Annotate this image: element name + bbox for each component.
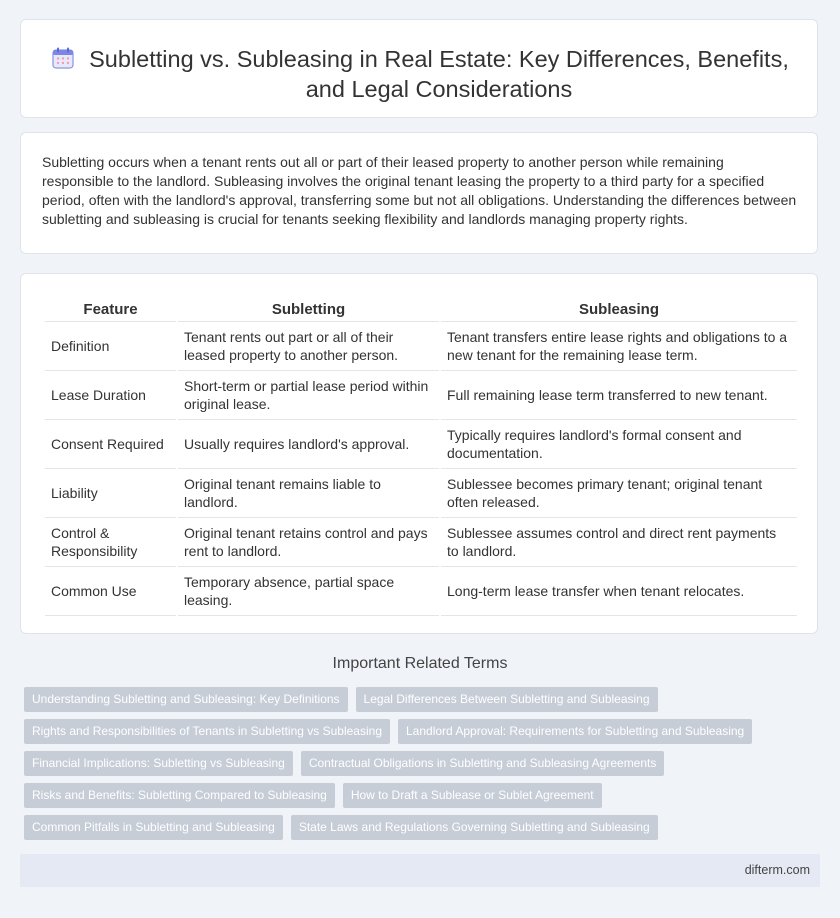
intro-text: Subletting occurs when a tenant rents out all or part of their leased property to another person while remaining responsible to the landlord. Subleasing involves the original tenant leasing the property to a third party for a specified period, often with the landlord's approval, transferring some but not all obligations. Understanding the differences between subletting and subleasing is crucial for tenants seeking flexibility and landlords managing property rights.: [42, 154, 797, 227]
table-cell-subleasing: Sublessee becomes primary tenant; original tenant often released.: [441, 469, 797, 518]
table-cell-subleasing: Tenant transfers entire lease rights and obligations to a new tenant for the remaining lease term.: [441, 322, 797, 371]
related-term-tag[interactable]: Risks and Benefits: Subletting Compared to Subleasing: [24, 783, 335, 808]
header-feature: Feature: [45, 294, 176, 322]
table-row: [45, 322, 797, 371]
related-term-tag[interactable]: Financial Implications: Subletting vs Subleasing: [24, 751, 293, 776]
page-title: Subletting vs. Subleasing in Real Estate: Key Differences, Benefits, and Legal Considerations: [89, 46, 789, 102]
table-header-row: [45, 294, 797, 322]
table-cell-subletting: Original tenant retains control and pays rent to landlord.: [178, 518, 439, 567]
table-cell-feature: Liability: [45, 469, 176, 518]
related-term-tag[interactable]: Contractual Obligations in Subletting and Subleasing Agreements: [301, 751, 665, 776]
related-term-tag[interactable]: State Laws and Regulations Governing Subletting and Subleasing: [291, 815, 658, 840]
intro-card: [20, 132, 818, 254]
footer: [20, 854, 820, 887]
table-row: [45, 518, 797, 567]
table-cell-subleasing: Full remaining lease term transferred to new tenant.: [441, 371, 797, 420]
header-subleasing: Subleasing: [441, 294, 797, 322]
table-cell-feature: Common Use: [45, 567, 176, 616]
title-card: [20, 19, 818, 118]
table-cell-subletting: Tenant rents out part or all of their leased property to another person.: [178, 322, 439, 371]
related-term-tag[interactable]: Common Pitfalls in Subletting and Subleasing: [24, 815, 283, 840]
table-cell-feature: Definition: [45, 322, 176, 371]
related-term-tag[interactable]: Understanding Subletting and Subleasing: Key Definitions: [24, 687, 348, 712]
related-term-tag[interactable]: How to Draft a Sublease or Sublet Agreement: [343, 783, 602, 808]
table-cell-subletting: Temporary absence, partial space leasing.: [178, 567, 439, 616]
table-cell-subleasing: Typically requires landlord's formal consent and documentation.: [441, 420, 797, 469]
table-cell-feature: Control & Responsibility: [45, 518, 176, 567]
related-term-tag[interactable]: Legal Differences Between Subletting and Subleasing: [356, 687, 658, 712]
table-cell-subleasing: Sublessee assumes control and direct rent payments to landlord.: [441, 518, 797, 567]
table-row: [45, 567, 797, 616]
header-subletting: Subletting: [178, 294, 439, 322]
table-row: [45, 371, 797, 420]
related-term-tag[interactable]: Rights and Responsibilities of Tenants in Subletting vs Subleasing: [24, 719, 390, 744]
comparison-card: [20, 273, 818, 634]
comparison-table: [43, 294, 799, 616]
table-row: [45, 469, 797, 518]
table-row: [45, 420, 797, 469]
table-cell-subleasing: Long-term lease transfer when tenant relocates.: [441, 567, 797, 616]
table-cell-subletting: Original tenant remains liable to landlord.: [178, 469, 439, 518]
related-term-tag[interactable]: Landlord Approval: Requirements for Subletting and Subleasing: [398, 719, 752, 744]
table-cell-feature: Consent Required: [45, 420, 176, 469]
table-cell-subletting: Usually requires landlord's approval.: [178, 420, 439, 469]
table-cell-feature: Lease Duration: [45, 371, 176, 420]
table-cell-subletting: Short-term or partial lease period within original lease.: [178, 371, 439, 420]
related-terms-title: Important Related Terms: [332, 655, 508, 672]
footer-site-link[interactable]: difterm.com: [744, 863, 810, 877]
related-terms-list: [24, 687, 824, 847]
